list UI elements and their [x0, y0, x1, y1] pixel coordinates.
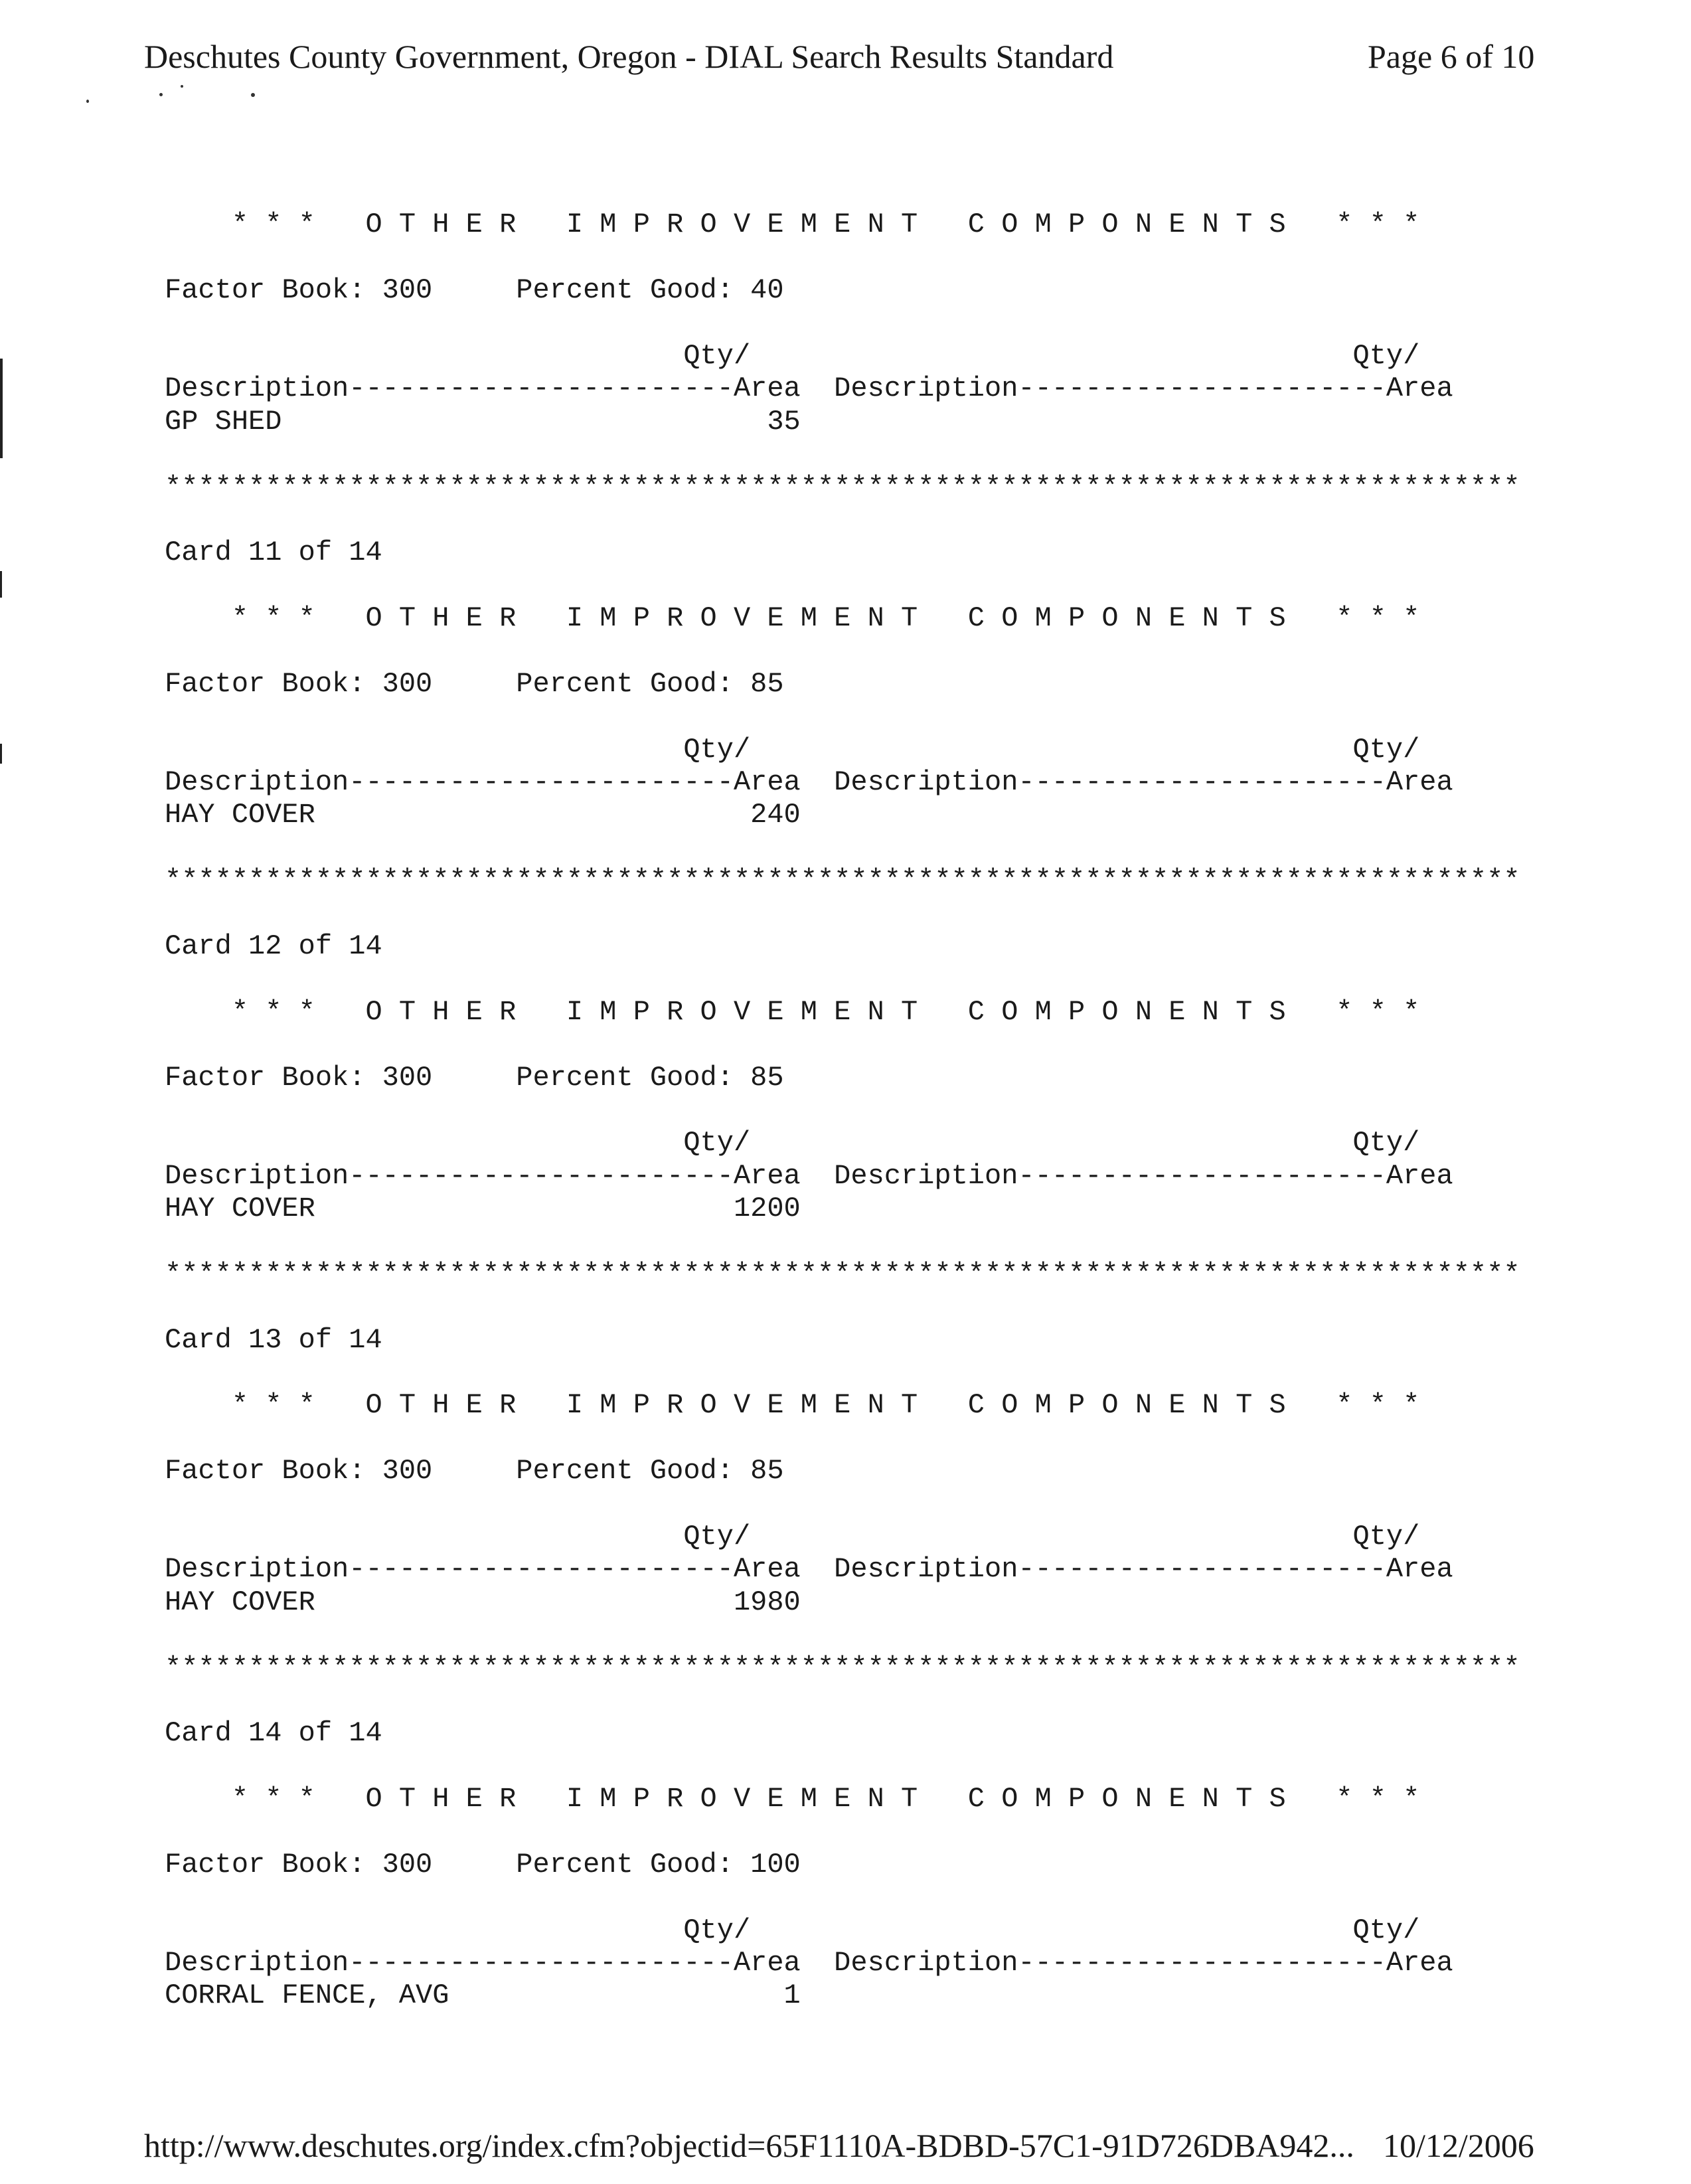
report-line: Qty/ Qty/ [165, 1521, 1420, 1553]
report-line [165, 1422, 1625, 1455]
report-line: Description-----------------------Area Description----------------------Area [165, 1553, 1453, 1586]
report-line: HAY COVER 240 [165, 799, 801, 831]
report-line [165, 1816, 1625, 1849]
report-line: * * * O T H E R I M P R O V E M E N T C O M P O N E N T S * * * [165, 1783, 1420, 1815]
report-body [165, 176, 1625, 2013]
report-line: Factor Book: 300 Percent Good: 85 [165, 1061, 784, 1094]
report-line: Description-----------------------Area Description----------------------Area [165, 373, 1453, 405]
report-line: Description-----------------------Area Description----------------------Area [165, 1947, 1453, 1979]
report-line [165, 1094, 1625, 1127]
report-line [165, 504, 1625, 537]
report-line: Qty/ Qty/ [165, 733, 1420, 766]
report-line [165, 1291, 1625, 1323]
footer-date: 10/12/2006 [1383, 2127, 1534, 2164]
report-line: Qty/ Qty/ [165, 1127, 1420, 1159]
scan-speck [251, 93, 255, 97]
report-line: GP SHED 35 [165, 405, 801, 438]
report-line: Card 14 of 14 [165, 1717, 382, 1750]
page-header-title: Deschutes County Government, Oregon - DIAL Search Results Standard [144, 38, 1114, 75]
report-line [165, 963, 1625, 995]
scan-speck [159, 93, 163, 96]
report-line [165, 1881, 1625, 1914]
report-line: Card 13 of 14 [165, 1323, 382, 1356]
report-line: * * * O T H E R I M P R O V E M E N T C O M P O N E N T S * * * [165, 209, 1420, 241]
report-line: Qty/ Qty/ [165, 339, 1420, 372]
scan-speck [86, 100, 89, 103]
report-line: * * * O T H E R I M P R O V E M E N T C O M P O N E N T S * * * [165, 1389, 1420, 1422]
report-line: HAY COVER 1980 [165, 1586, 801, 1618]
report-line: Factor Book: 300 Percent Good: 40 [165, 274, 784, 307]
report-line: ********************************************************************************* [165, 471, 1520, 503]
scan-edge-mark [0, 571, 2, 598]
scan-edge-mark [0, 359, 3, 458]
report-line: Description-----------------------Area Description----------------------Area [165, 1159, 1453, 1192]
report-line [165, 1685, 1625, 1717]
report-line: Qty/ Qty/ [165, 1914, 1420, 1946]
report-line: ********************************************************************************* [165, 1651, 1520, 1684]
report-line: Factor Book: 300 Percent Good: 100 [165, 1848, 801, 1881]
report-line: Factor Book: 300 Percent Good: 85 [165, 667, 784, 700]
footer-url: http://www.deschutes.org/index.cfm?objectid=65F1110A-BDBD-57C1-91D726DBA942... [144, 2127, 1354, 2164]
report-line [165, 570, 1625, 602]
report-line: Description-----------------------Area Description----------------------Area [165, 766, 1453, 799]
report-line: ********************************************************************************* [165, 865, 1520, 897]
report-line [165, 898, 1625, 930]
report-line [165, 635, 1625, 667]
report-line [165, 832, 1625, 865]
report-line [165, 176, 1625, 209]
report-line [165, 242, 1625, 274]
report-line [165, 1619, 1625, 1651]
report-line: Card 12 of 14 [165, 930, 382, 962]
report-line: Card 11 of 14 [165, 537, 382, 569]
report-line: * * * O T H E R I M P R O V E M E N T C O M P O N E N T S * * * [165, 602, 1420, 635]
report-line: Factor Book: 300 Percent Good: 85 [165, 1455, 784, 1487]
report-line [165, 1750, 1625, 1783]
report-line [165, 307, 1625, 340]
report-line [165, 1357, 1625, 1389]
report-line: HAY COVER 1200 [165, 1193, 801, 1225]
report-line [165, 1488, 1625, 1521]
scan-edge-mark [0, 744, 2, 764]
report-line [165, 701, 1625, 733]
report-line: ********************************************************************************* [165, 1258, 1520, 1290]
report-line [165, 438, 1625, 471]
report-line [165, 1226, 1625, 1258]
scan-speck [181, 85, 183, 88]
report-line: CORRAL FENCE, AVG 1 [165, 1979, 801, 2012]
report-line: * * * O T H E R I M P R O V E M E N T C O M P O N E N T S * * * [165, 995, 1420, 1028]
page-number: Page 6 of 10 [1368, 38, 1535, 75]
report-line [165, 1029, 1625, 1061]
